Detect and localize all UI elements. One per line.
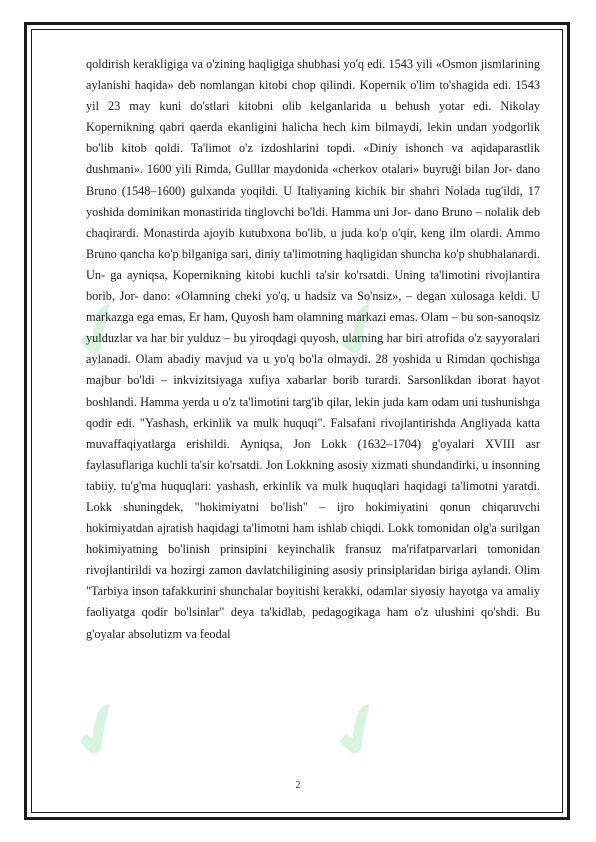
- body-text: qoldirish kerakligiga va o'zining haqligiga shubhasi yo'q edi. 1543 yili «Osmon jismlarining aylanishi haqida» deb nomlangan kitobi chop qilindi. Kopernik o'lim to'shagida edi. 1543 yil 23 may kuni do'stlari kitobni olib kelganlarida u behush yotar edi. Nikolay Kopernikning qabri qaerda ekanligini halicha hech kim bilmaydi, lekin undan yodgorlik bo'lib kitob qoldi. Ta'limot o'z izdoshlarini topdi. «Diniy ishonch va aqidaparastlik dushmani». 1600 yili Rimda, Gulllar maydonida «cherkov otalari» buyruği bilan Jor- dano Bruno (1548–1600) gulxanda yoqildi. U Italiyaning kichik bir shahri Nolada tug'ildi, 17 yoshida dominikan monastirida tinglovchi bo'ldi. Hamma uni Jor- dano Bruno – nolalik deb chaqirardi. Monastirda ajoyib kutubxona bo'lib, u juda ko'p o'qir, keng ilm olardi. Ammo Bruno qancha ko'p bilganiga sari, diniy ta'limotning haqligidan shuncha ko'p shubhalanardi. Un- ga ayniqsa, Kopernikning kitobi kuchli ta'sir ko'rsatdi. Uning ta'limotini rivojlantira borib, Jor- dano: «Olamning cheki yo'q, u hadsiz va So'nsiz», – degan xulosaga keldi. U markazga ega emas, Er ham, Quyosh ham olamning markazi emas. Olam – bu son-sanoqsiz yulduzlar va har bir yulduz – bu yiroqdagi quyosh, ularning har biri atrofida o'z sayyoralari aylanadi. Olam abadiy mavjud va u yo'q bo'la olmaydi. 28 yoshida u Rimdan qochishga majbur bo'ldi – inkvizitsiyaga xufiya xabarlar borib turardi. Sarsonlikdan iborat hayot boshlandi. Hamma yerda u o'z ta'limotini targ'ib qilar, lekin juda kam odam uni tushunishga qodir edi. "Yashash, erkinlik va mulk huquqi". Falsafani rivojlantirishda Angliyada katta muvaffaqiyatlarga erishildi. Ayniqsa, Jon Lokk (1632–1704) g'oyalari XVIII asr faylasuflariga kuchli ta'sir ko'rsatdi. Jon Lokkning asosiy xizmati shundandirki, u insonning tabiiy, tu'g'ma huquqlari: yashash, erkinlik va mulk huquqlari haqidagi ta'limotni yaratdi. Lokk shuningdek, "hokimiyatni bo'lish" – ijro hokimiyatini qonun chiqaruvchi hokimiyatdan ajratish haqidagi ta'limotni ham ishlab chiqdi. Lokk tomonidan olg'a surilgan hokimiyatning bo'linish prinsipini keyinchalik fransuz ma'rifatparvarlari tomonidan rivojlantirildi va hozirgi zamon davlatchiligining asosiy prinsiplaridan biriga aylandi. Olim "Tarbiya inson tafakkurini shunchalar boyitishi kerakki, odamlar siyosiy hayotga va amaliy faoliyatga qodir bo'lsinlar" deya ta'kidlab, pedagogikaga ham o'z ulushini qo'shdi. Bu g'oyalar absolutizm va feodal: [86, 57, 540, 641]
- page-number: 2: [295, 780, 301, 791]
- watermark-mark: ✔: [314, 281, 405, 381]
- watermark-mark: ✔: [54, 681, 145, 781]
- watermark-mark: ✔: [314, 681, 405, 781]
- watermark-mark: ✔: [54, 281, 145, 381]
